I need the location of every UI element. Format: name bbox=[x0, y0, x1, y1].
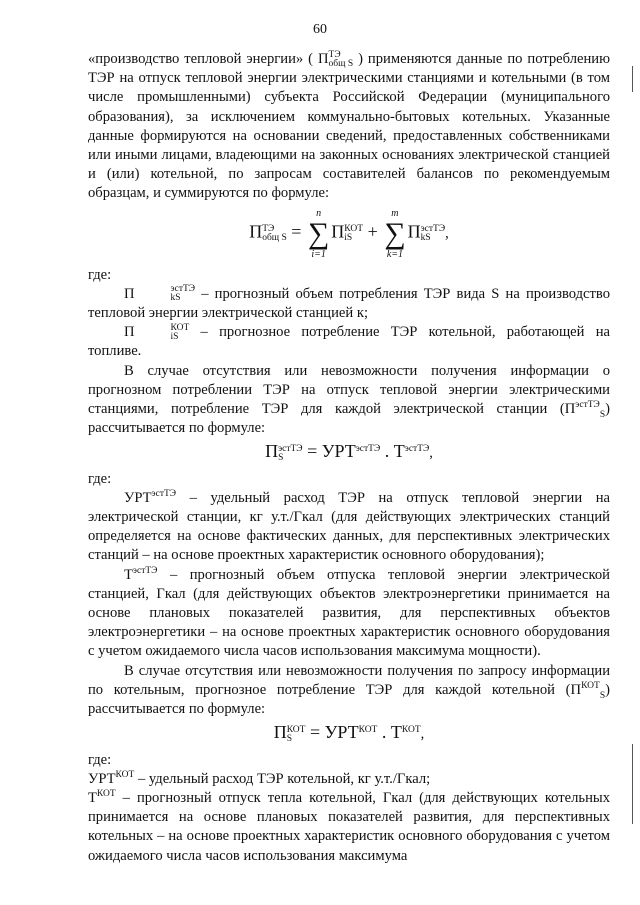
def-text: – прогнозный объем потребления ТЭР вида S на производство тепловой энергии электрической станцией к; bbox=[88, 285, 610, 322]
superscript: КОТ bbox=[96, 789, 116, 800]
text: В случае отсутствия или невозможности получения информации о прогнозном потреблении ТЭР на отпуск тепловой энергии электрическими станциями, потребление ТЭР для каждой электрической станции (П bbox=[88, 362, 610, 418]
subscript: iS bbox=[170, 331, 179, 342]
comma: , bbox=[445, 224, 449, 241]
def-text: – прогнозное потребление ТЭР котельной, работающей на топливе. bbox=[88, 324, 610, 360]
scan-margin-mark bbox=[632, 66, 633, 92]
subscript: kS bbox=[420, 232, 431, 243]
superscript: эстТЭ bbox=[278, 444, 303, 455]
text: ) применяются данные по потреблению ТЭР на отпуск тепловой энергии электрическими станциями и котельными (в том числе промышленными) субъекта Российской Федерации (муниципального образования), за исключением коммунально-бытовых котельных. Указанные данные формируются на основании сведений, предоставленных собственниками или иными лицами, владеющими на законных основаниях электрической станцией и (или) котельной, по запросам составителей балансов по рекомендуемым образцам, и суммируются по формуле: bbox=[88, 51, 610, 202]
superscript: КОТ bbox=[170, 322, 190, 333]
text: ) рассчитывается по формуле: bbox=[88, 681, 610, 718]
symbol-scripts bbox=[135, 324, 190, 342]
text: «производство тепловой энергии» ( П bbox=[88, 51, 329, 67]
subscript: kS bbox=[170, 293, 181, 304]
superscript: эстТЭ bbox=[404, 444, 430, 455]
formula-text: . Т bbox=[377, 722, 402, 743]
superscript: КОТ bbox=[115, 769, 135, 780]
document-body bbox=[88, 50, 610, 866]
symbol-scripts bbox=[287, 726, 306, 744]
where-label: где: bbox=[88, 751, 112, 768]
def-symbol: П bbox=[124, 285, 135, 302]
def-symbol: УРТ bbox=[88, 770, 116, 787]
superscript: эстТЭ bbox=[132, 565, 158, 576]
subscript: общ S bbox=[262, 232, 287, 243]
formula-text: = УРТ bbox=[305, 722, 359, 743]
symbol-scripts bbox=[278, 445, 303, 463]
formula-symbol: П bbox=[249, 220, 263, 241]
sum-upper-limit: m bbox=[391, 207, 399, 219]
superscript: КОТ bbox=[286, 724, 306, 735]
formula-boiler-consumption bbox=[88, 723, 610, 744]
comma: , bbox=[429, 445, 433, 462]
def-text: – удельный расход ТЭР котельной, кг у.т./Гкал; bbox=[134, 770, 431, 787]
sigma-icon: ∑ bbox=[307, 216, 330, 250]
formula-text: . Т bbox=[380, 441, 405, 462]
def-text: – прогнозный объем отпуска тепловой энергии электрической станцией, Гкал (для действующих объектов электроэнергетики принимается на основе плановых показателей развития, для перспективных объектов электроэнергетики – на основе проектных характеристик основного оборудования с учетом ожидаемого числа часов использования максимума мощности). bbox=[88, 566, 610, 660]
def-text: – прогнозный отпуск тепла котельной, Гкал (для действующих котельных принимается на основе плановых показателей развития, для перспективных котельных – на основе проектных характеристик основного оборудования с учетом ожидаемого числа часов использования максимума bbox=[88, 789, 610, 864]
sum-lower-limit: i=1 bbox=[311, 248, 326, 260]
subscript: S bbox=[599, 690, 606, 701]
def-symbol: Т bbox=[88, 789, 97, 806]
symbol-scripts bbox=[421, 225, 446, 243]
paragraph-boilers bbox=[88, 662, 610, 720]
subscript: S bbox=[278, 453, 284, 464]
def-symbol: П bbox=[124, 324, 135, 341]
text: В случае отсутствия или невозможности получения по запросу информации по котельным, прогнозное потребление ТЭР для каждой котельной (П bbox=[88, 662, 610, 698]
superscript: эстТЭ bbox=[575, 400, 600, 411]
symbol-scripts bbox=[344, 225, 363, 243]
def-symbol: УРТ bbox=[124, 489, 152, 506]
where-label: где: bbox=[88, 470, 112, 487]
superscript: ТЭ bbox=[328, 49, 341, 60]
paragraph-intro bbox=[88, 50, 610, 204]
comma: , bbox=[420, 726, 425, 743]
definition-p-kot bbox=[88, 323, 610, 361]
formula-total-consumption bbox=[88, 208, 610, 260]
symbol-scripts bbox=[329, 51, 354, 69]
formula-symbol: П bbox=[265, 441, 279, 462]
equals-sign: = bbox=[286, 220, 306, 241]
subscript: S bbox=[286, 733, 292, 744]
scan-margin-mark bbox=[632, 744, 633, 824]
superscript: эстТЭ bbox=[355, 444, 381, 455]
superscript: ТЭ bbox=[262, 223, 275, 234]
definition-urt-est bbox=[88, 489, 610, 566]
symbol-scripts bbox=[135, 285, 196, 303]
plus-sign: + bbox=[363, 220, 383, 241]
sum-operator bbox=[308, 208, 329, 260]
symbol-scripts bbox=[262, 225, 287, 243]
sum-operator bbox=[384, 208, 405, 260]
paragraph-electric-stations bbox=[88, 362, 610, 439]
formula-symbol: П bbox=[407, 220, 421, 241]
subscript: iS bbox=[344, 232, 353, 243]
superscript: эстТЭ bbox=[420, 223, 446, 234]
formula-text: = УРТ bbox=[302, 441, 356, 462]
definition-urt-kot bbox=[88, 770, 610, 789]
sigma-icon: ∑ bbox=[384, 216, 406, 250]
definition-p-est bbox=[88, 285, 610, 323]
superscript: КОТ bbox=[581, 681, 600, 692]
sum-lower-limit: k=1 bbox=[386, 248, 403, 260]
superscript: эстТЭ bbox=[170, 284, 196, 295]
superscript: эстТЭ bbox=[151, 489, 177, 499]
sum-upper-limit: n bbox=[316, 207, 322, 219]
text: ) рассчитывается по формуле: bbox=[88, 401, 610, 437]
def-text: – удельный расход ТЭР на отпуск тепловой энергии на электрической станции, кг у.т./Гкал (для действующих электрических станций определяется на основе фактических данных, для перспективных электрических станций – на основе проектных характеристик основного оборудования); bbox=[88, 489, 610, 564]
formula-symbol: П bbox=[331, 220, 345, 241]
definition-t-kot bbox=[88, 789, 610, 866]
where-label: где: bbox=[88, 266, 112, 283]
page-number: 60 bbox=[313, 22, 327, 37]
def-symbol: Т bbox=[124, 566, 133, 583]
definition-t-est bbox=[88, 566, 610, 662]
subscript: общ S bbox=[328, 58, 354, 69]
formula-symbol: П bbox=[273, 722, 287, 743]
formula-station-consumption bbox=[88, 442, 610, 463]
superscript: КОТ bbox=[344, 223, 364, 234]
superscript: КОТ bbox=[358, 725, 378, 736]
subscript: S bbox=[599, 409, 606, 420]
superscript: КОТ bbox=[401, 725, 421, 736]
